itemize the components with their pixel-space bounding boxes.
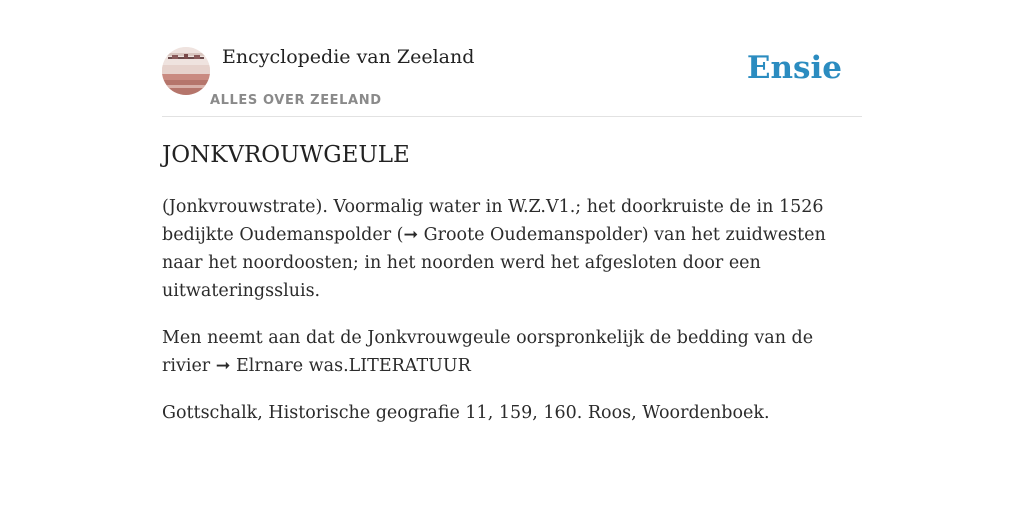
site-subtitle: ALLES OVER ZEELAND [210,93,382,108]
brand-logo[interactable]: Ensie [746,50,842,86]
article-paragraph: Men neemt aan dat de Jonkvrouwgeule oorspronkelijk de bedding van de rivier ➞ Elrnare was.LITERATUUR [162,328,814,376]
site-title[interactable]: Encyclopedie van Zeeland [222,46,475,68]
article-paragraph: (Jonkvrouwstrate). Voormalig water in W.Z.V1.; het doorkruiste de in 1526 bedijkte Oudemanspolder (➞ Groote Oudemanspolder) van het zuidwesten naar het noordoosten; in het noorden werd het afgesloten door een uitwateringssluis. [162,197,826,301]
site-header [162,44,862,117]
literature-references: Gottschalk, Historische geografie 11, 159, 160. Roos, Woordenboek. [162,403,770,423]
encyclopedia-cover-icon[interactable] [162,47,210,95]
article [162,139,862,446]
article-title: JONKVROUWGEULE [162,142,410,168]
